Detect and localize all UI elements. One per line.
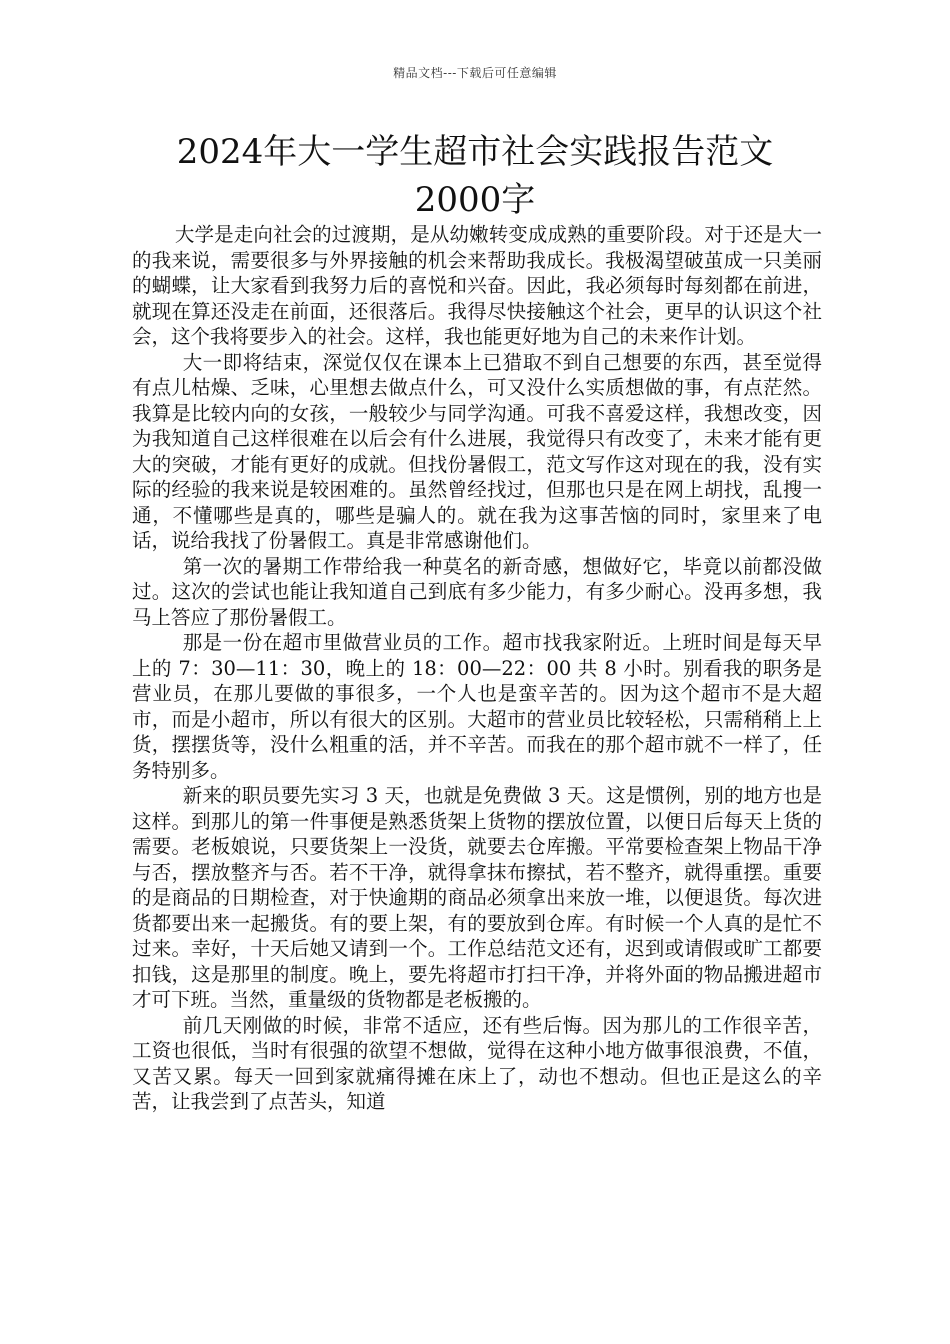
paragraph: 第一次的暑期工作带给我一种莫名的新奇感，想做好它，毕竟以前都没做过。这次的尝试也能让我知道自己到底有多少能力，有多少耐心。没再多想，我马上答应了那份暑假工。 [132,554,822,629]
document-title [120,128,830,224]
document-body [132,222,822,1115]
paragraph: 前几天刚做的时候，非常不适应，还有些后悔。因为那儿的工作很辛苦，工资也很低，当时有很强的欲望不想做，觉得在这种小地方做事很浪费，不值，又苦又累。每天一回到家就痛得摊在床上了，动也不想动。但也正是这么的辛苦，让我尝到了点苦头，知道 [132,1013,822,1113]
paragraph: 新来的职员要先实习 3 天，也就是免费做 3 天。这是惯例，别的地方也是这样。到那儿的第一件事便是熟悉货架上货物的摆放位置，以便日后每天上货的需要。老板娘说，只要货架上一没货，就要去仓库搬。平常要检查架上物品干净与否，摆放整齐与否。若不干净，就得拿抹布擦拭，若不整齐，就得重摆。重要的是商品的日期检查，对于快逾期的商品必须拿出来放一堆，以便退货。每次进货都要出来一起搬货。有的要上架，有的要放到仓库。有时候一个人真的是忙不过来。幸好，十天后她又请到一个。工作总结范文还有，迟到或请假或旷工都要扣钱，这是那里的制度。晚上，要先将超市打扫干净，并将外面的物品搬进超市才可下班。当然，重量级的货物都是老板搬的。 [132,784,822,1011]
paragraph: 大一即将结束，深觉仅仅在课本上已猎取不到自己想要的东西，甚至觉得有点儿枯燥、乏味，心里想去做点什么，可又没什么实质想做的事，有点茫然。我算是比较内向的女孩，一般较少与同学沟通。可我不喜爱这样，我想改变，因为我知道自己这样很难在以后会有什么进展，我觉得只有改变了，未来才能有更大的突破，才能有更好的成就。但找份暑假工，范文写作这对现在的我，没有实际的经验的我来说是较困难的。虽然曾经找过，但那也只是在网上胡找，乱搜一通，不懂哪些是真的，哪些是骗人的。就在我为这事苦恼的同时，家里来了电话，说给我找了份暑假工。真是非常感谢他们。 [132,350,822,552]
title-line-1: 2024年大一学生超市社会实践报告范文 [176,132,774,172]
paragraph: 大学是走向社会的过渡期，是从幼嫩转变成成熟的重要阶段。对于还是大一的我来说，需要很多与外界接触的机会来帮助我成长。我极渴望破茧成一只美丽的蝴蝶，让大家看到我努力后的喜悦和兴奋。因此，我必须每时每刻都在前进，就现在算还没走在前面，还很落后。我得尽快接触这个社会，更早的认识这个社会，这个我将要步入的社会。这样，我也能更好地为自己的未来作计划。 [132,223,822,348]
header-note: 精品文档---下载后可任意编辑 [393,66,557,80]
title-line-2: 2000字 [414,180,536,220]
paragraph: 那是一份在超市里做营业员的工作。超市找我家附近。上班时间是每天早上的 7：30—11：30，晚上的 18：00—22：00 共 8 小时。别看我的职务是营业员，在那儿要做的事很多，一个人也是蛮辛苦的。因为这个超市不是大超市，而是小超市，所以有很大的区别。大超市的营业员比较轻松，只需稍稍上上货，摆摆货等，没什么粗重的活，并不辛苦。而我在的那个超市就不一样了，任务特别多。 [132,631,822,782]
